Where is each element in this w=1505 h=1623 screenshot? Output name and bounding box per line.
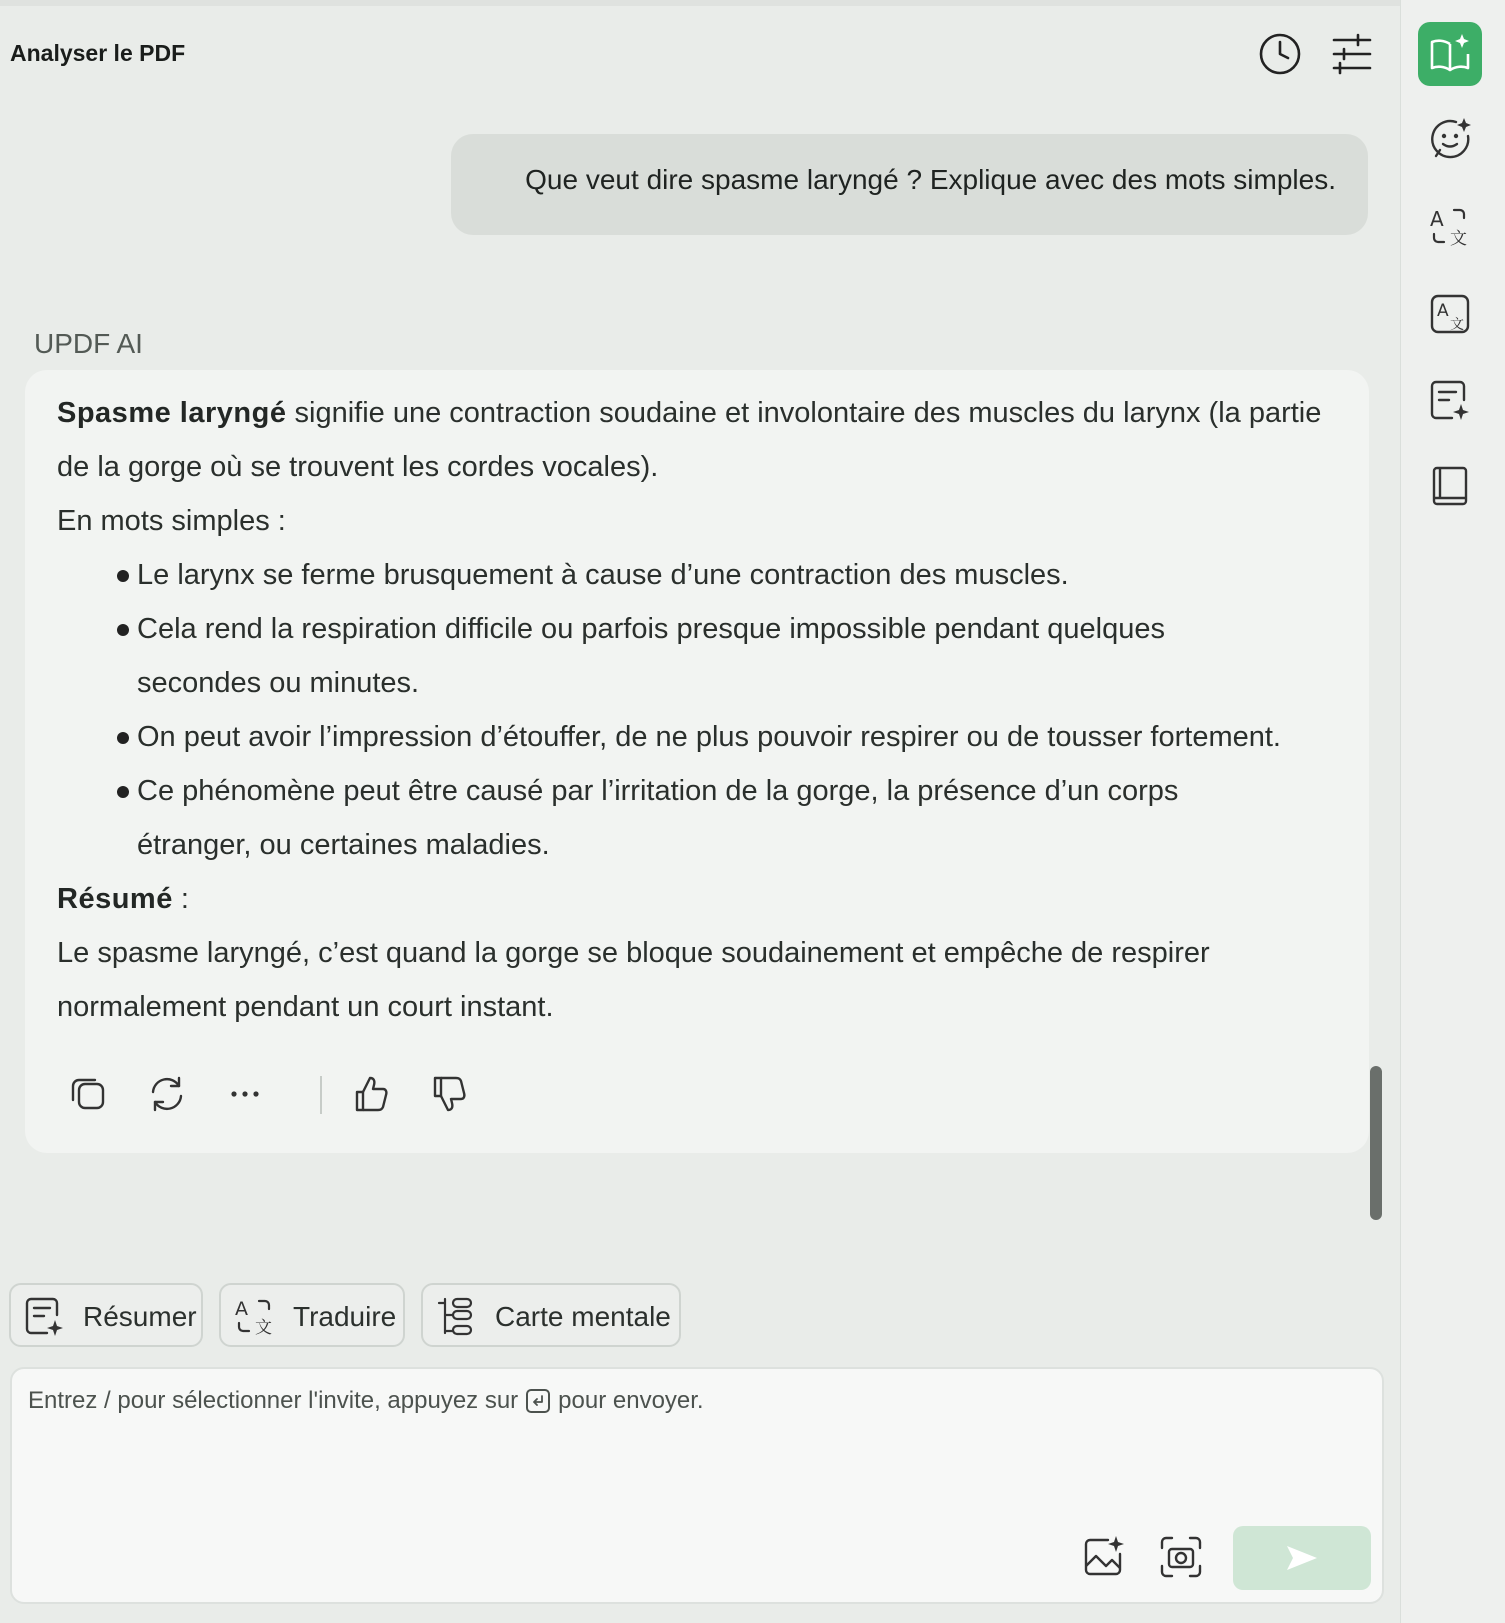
placeholder-text-after: pour envoyer. bbox=[558, 1387, 704, 1414]
image-ai-icon[interactable] bbox=[1080, 1534, 1126, 1580]
list-item: Cela rend la respiration difficile ou parfois presque impossible pendant quelques secondes ou minutes. bbox=[137, 602, 1357, 710]
send-arrow-icon bbox=[1285, 1544, 1319, 1572]
user-message-bubble bbox=[451, 134, 1368, 235]
ai-bullet-list bbox=[57, 548, 1357, 872]
svg-text:文: 文 bbox=[1450, 317, 1464, 333]
ai-intro: En mots simples : bbox=[57, 505, 286, 537]
thumbs-up-icon[interactable] bbox=[347, 1070, 395, 1118]
chat-scrollbar-thumb[interactable] bbox=[1370, 1066, 1382, 1220]
svg-text:A: A bbox=[1430, 207, 1444, 231]
summarize-button[interactable] bbox=[9, 1283, 203, 1347]
ai-definition-text: signifie une contraction soudaine et involontaire des muscles du larynx (la partie de la gorge où se trouvent les cordes vocales). bbox=[57, 397, 1322, 483]
mindmap-button[interactable] bbox=[421, 1283, 681, 1347]
ai-response-actions bbox=[65, 1070, 505, 1118]
book-ai-icon bbox=[1428, 32, 1472, 76]
svg-text:A: A bbox=[1437, 301, 1449, 321]
summary-colon: : bbox=[172, 883, 189, 915]
send-button[interactable] bbox=[1233, 1526, 1371, 1590]
copy-icon[interactable] bbox=[65, 1070, 113, 1118]
regenerate-icon[interactable] bbox=[143, 1070, 191, 1118]
list-item: On peut avoir l’impression d’étouffer, de ne plus pouvoir respirer ou de tousser fortement. bbox=[137, 710, 1357, 764]
summarize-icon bbox=[1428, 378, 1472, 422]
translate-button[interactable] bbox=[219, 1283, 405, 1347]
right-tool-rail bbox=[1400, 0, 1505, 1623]
ai-assistant-label: UPDF AI bbox=[34, 328, 143, 359]
translate-icon bbox=[1428, 204, 1472, 248]
enter-key-icon bbox=[526, 1389, 550, 1413]
translate-icon bbox=[233, 1295, 275, 1337]
ai-response-content bbox=[57, 386, 1357, 1034]
settings-sliders-icon[interactable] bbox=[1330, 32, 1374, 76]
prompt-input[interactable] bbox=[10, 1367, 1384, 1604]
rail-assistant-button[interactable] bbox=[1418, 106, 1482, 170]
summarize-icon bbox=[23, 1295, 65, 1337]
summary-label: Résumé bbox=[57, 883, 173, 915]
user-message-text: Que veut dire spasme laryngé ? Explique avec des mots simples. bbox=[525, 164, 1336, 195]
svg-text:文: 文 bbox=[1450, 229, 1467, 248]
ai-summary-heading bbox=[57, 872, 1357, 926]
mindmap-label: Carte mentale bbox=[495, 1301, 671, 1332]
ai-response-card bbox=[25, 370, 1369, 1153]
placeholder-text-before: Entrez / pour sélectionner l'invite, appuyez sur bbox=[28, 1387, 519, 1414]
svg-text:A: A bbox=[235, 1298, 248, 1320]
ai-face-icon bbox=[1428, 116, 1472, 160]
translate-document-icon bbox=[1428, 292, 1472, 336]
rail-chat-pdf-button[interactable] bbox=[1418, 22, 1482, 86]
summarize-label: Résumer bbox=[83, 1301, 197, 1332]
ai-term: Spasme laryngé bbox=[57, 397, 287, 429]
ai-summary-text: Le spasme laryngé, c’est quand la gorge se bloque soudainement et empêche de respirer normalement pendant un court instant. bbox=[57, 937, 1210, 1023]
more-options-icon[interactable] bbox=[221, 1070, 269, 1118]
svg-text:文: 文 bbox=[255, 1318, 272, 1337]
translate-label: Traduire bbox=[293, 1301, 397, 1332]
rail-book-button[interactable] bbox=[1418, 454, 1482, 518]
rail-translate-pdf-button[interactable] bbox=[1418, 282, 1482, 346]
panel-title: Analyser le PDF bbox=[10, 40, 186, 66]
ai-definition bbox=[57, 386, 1357, 494]
screenshot-icon[interactable] bbox=[1158, 1534, 1204, 1580]
rail-translate-button[interactable] bbox=[1418, 194, 1482, 258]
rail-summarize-button[interactable] bbox=[1418, 368, 1482, 432]
mindmap-icon bbox=[435, 1295, 477, 1337]
top-border bbox=[0, 0, 1505, 6]
list-item: Ce phénomène peut être causé par l’irritation de la gorge, la présence d’un corps étranger, ou certaines maladies. bbox=[137, 764, 1357, 872]
prompt-placeholder bbox=[28, 1387, 704, 1415]
book-icon bbox=[1428, 464, 1472, 508]
thumbs-down-icon[interactable] bbox=[425, 1070, 473, 1118]
history-icon[interactable] bbox=[1258, 32, 1302, 76]
actions-divider bbox=[320, 1076, 322, 1114]
list-item: Le larynx se ferme brusquement à cause d’une contraction des muscles. bbox=[137, 548, 1357, 602]
